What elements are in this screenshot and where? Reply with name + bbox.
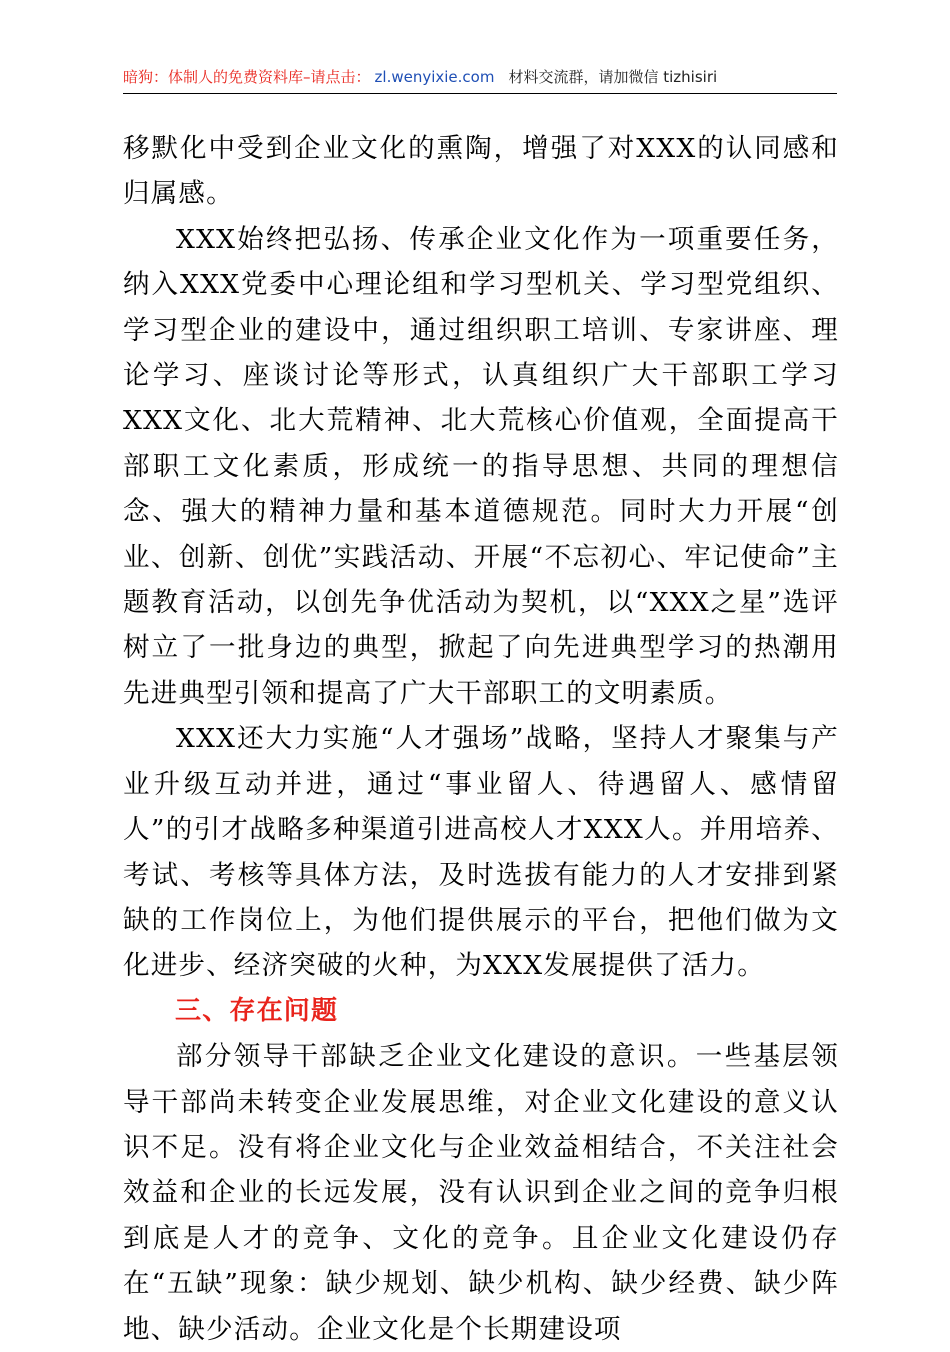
paragraph-culture-promotion: XXX始终把弘扬、传承企业文化作为一项重要任务，纳入XXX党委中心理论组和学习型机关、学习型党组织、学习型企业的建设中，通过组织职工培训、专家讲座、理论学习、座谈讨论等形式，认真组织广大干部职工学习XXX文化、北大荒精神、北大荒核心价值观，全面提高干部职工文化素质，形成统一的指导思想、共同的理想信念、强大的精神力量和基本道德规范。同时大力开展“创业、创新、创优”实践活动、开展“不忘初心、牢记使命”主题教育活动，以创先争优活动为契机，以“XXX之星”选评树立了一批身边的典型，掀起了向先进典型学习的热潮用先进典型引领和提高了广大干部职工的文明素质。: [123, 223, 839, 709]
document-body: [123, 126, 839, 1352]
page-header: [123, 66, 837, 88]
paragraph-talent-strategy: XXX还大力实施“人才强场”战略，坚持人才聚集与产业升级互动并进，通过“事业留人、待遇留人、感情留人”的引才战略多种渠道引进高校人才XXX人。并用培养、考试、考核等具体方法，及时选拔有能力的人才安排到紧缺的工作岗位上，为他们提供展示的平台，把他们做为文化进步、经济突破的火种，为XXX发展提供了活力。: [123, 723, 839, 982]
header-source-label: 暗狗：体制人的免费资料库: [123, 68, 304, 86]
header-divider: [123, 93, 837, 94]
header-website-link[interactable]: zl.wenyixie.com: [374, 68, 495, 86]
section-heading: 三、存在问题: [175, 995, 339, 1026]
paragraph-existing-problems: 部分领导干部缺乏企业文化建设的意识。一些基层领导干部尚未转变企业发展思维，对企业文化建设的意义认识不足。没有将企业文化与企业效益相结合，不关注社会效益和企业的长远发展，没有认识到企业之间的竞争归根到底是人才的竞争、文化的竞争。且企业文化建设仍存在“五缺”现象：缺少规划、缺少机构、缺少经费、缺少阵地、缺少活动。企业文化是个长期建设项: [123, 1041, 839, 1345]
header-wechat-note: 材料交流群，请加微信 tizhisiri: [508, 68, 718, 86]
header-click-prompt: –请点击：: [303, 68, 371, 86]
paragraph-continued: 移默化中受到企业文化的熏陶，增强了对XXX的认同感和归属感。: [123, 133, 839, 210]
